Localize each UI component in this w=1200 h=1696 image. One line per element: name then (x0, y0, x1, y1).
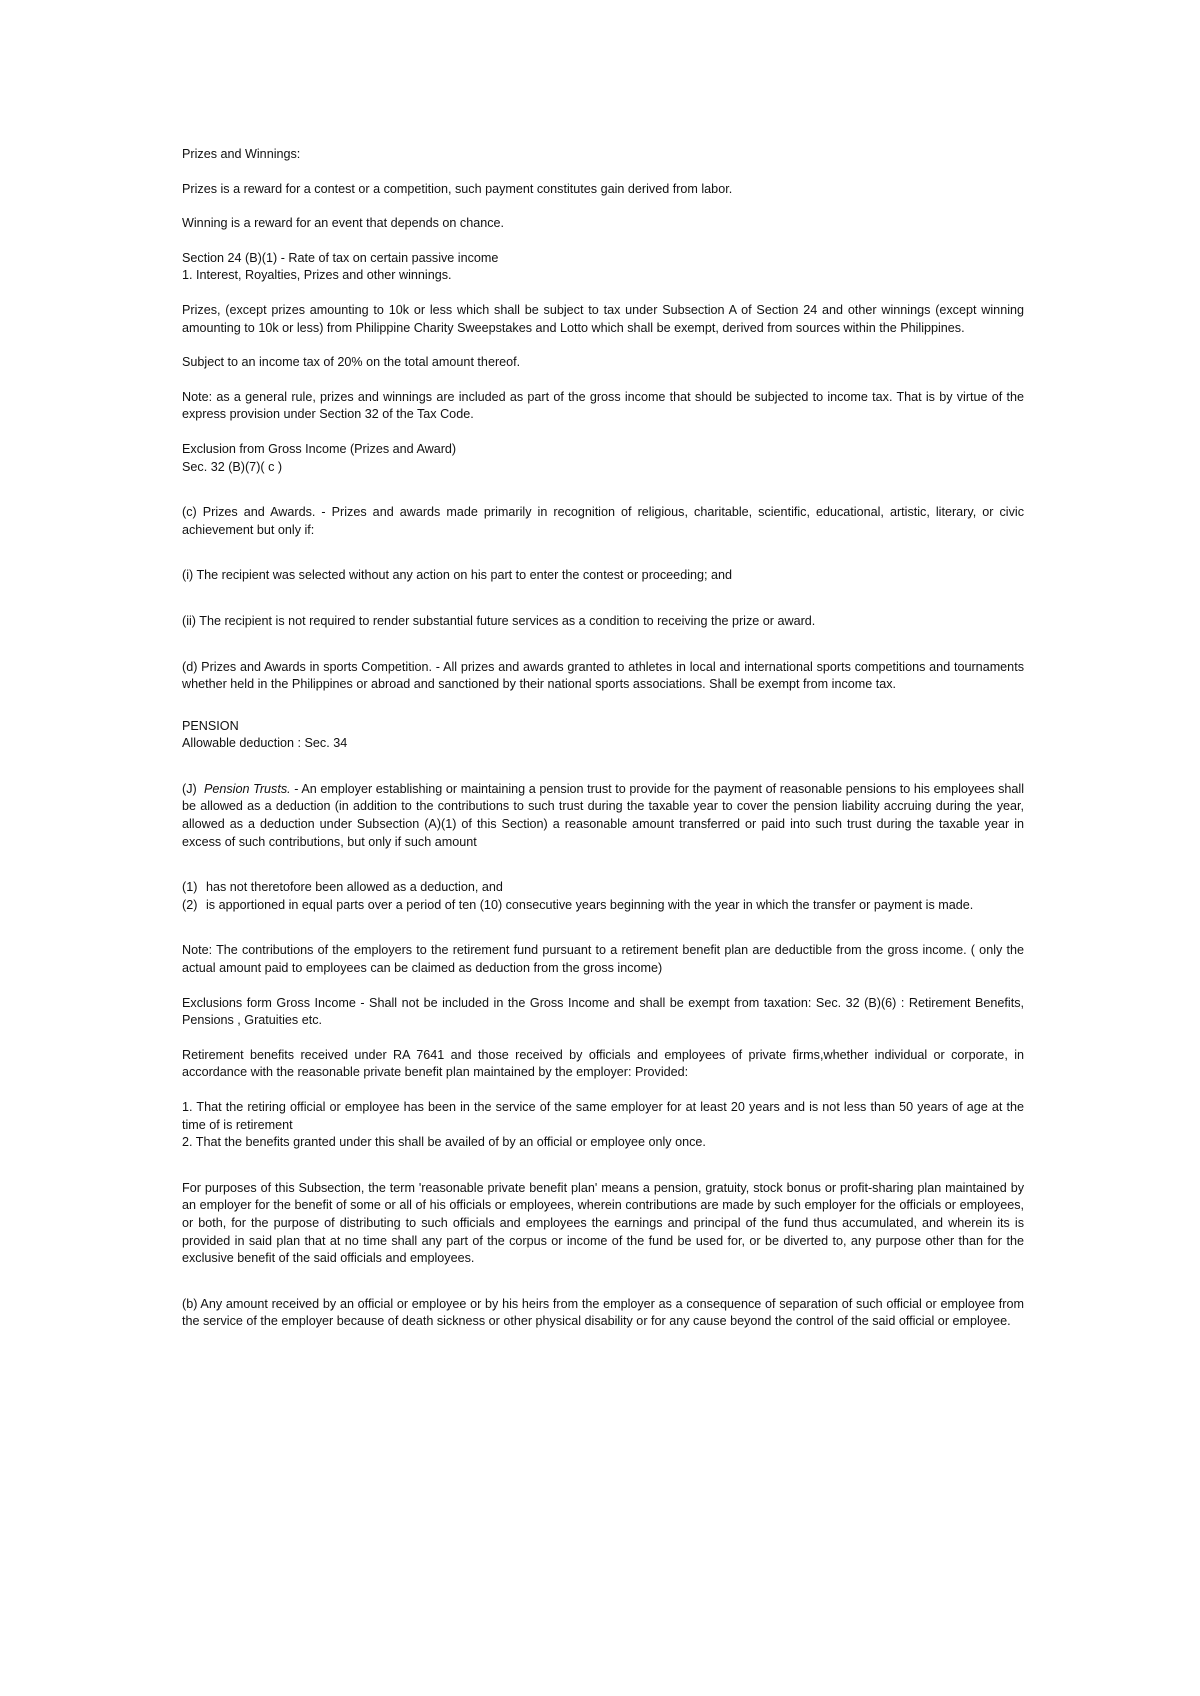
list-item-number: (1) (182, 880, 198, 895)
pension-trusts-prefix: (J) (182, 781, 204, 796)
section-24-item: 1. Interest, Royalties, Prizes and other winnings. (182, 268, 452, 283)
exclusion-block (182, 441, 1024, 476)
condition-i-paragraph: (i) The recipient was selected without any action on his part to enter the contest or proceeding; and (182, 568, 733, 583)
list-item: 2. That the benefits granted under this shall be availed of by an official or employee only once. (182, 1135, 706, 1150)
winning-definition: Winning is a reward for an event that depends on chance. (182, 216, 505, 231)
pension-trusts-paragraph (182, 781, 1024, 851)
list-item (182, 897, 1024, 915)
pension-trusts-body: - An employer establishing or maintaining a pension trust to provide for the payment of reasonable pensions to his employees shall be allowed as a deduction (in addition to the contributions to such trust during the taxable year to cover the pension liability accruing during the year, allowed as a deduction under Subsection (A)(1) of this Section) a reasonable amount transferred or paid into such trust during the taxable year in excess of such contributions, but only if such amount (182, 781, 1025, 849)
exclusion-title: Exclusion from Gross Income (Prizes and Award) (182, 441, 457, 456)
list-item-text: is apportioned in equal parts over a period of ten (10) consecutive years beginning with the year in which the transfer or payment is made. (206, 897, 974, 912)
document-page (182, 146, 1024, 1331)
pension-deduction: Allowable deduction : Sec. 34 (182, 736, 348, 751)
employer-contributions-note: Note: The contributions of the employers to the retirement fund pursuant to a retirement benefit plan are deductible from the gross income. ( only the actual amount paid to employees can be claimed as deduction from the gross income) (182, 943, 1024, 976)
provisos-list (182, 1099, 1024, 1152)
prizes-definition: Prizes is a reward for a contest or a competition, such payment constitutes gain derived from labor. (182, 181, 733, 196)
list-item: 1. That the retiring official or employee has been in the service of the same employer for at least 20 years and is not less than 50 years of age at the time of is retirement (182, 1100, 1024, 1132)
sports-prizes-paragraph: (d) Prizes and Awards in sports Competition. - All prizes and awards granted to athletes in local and international sports competitions and tournaments whether held in the Philippines or abroad and sanctioned by their national sports associations. Shall be exempt from income tax. (182, 659, 1024, 692)
pension-title: PENSION (182, 718, 239, 733)
list-item-number: (2) (182, 897, 198, 912)
list-item (182, 879, 1024, 897)
section-24-block (182, 250, 1024, 285)
prizes-awards-paragraph: (c) Prizes and Awards. - Prizes and awards made primarily in recognition of religious, charitable, scientific, educational, artistic, literary, or civic achievement but only if: (182, 505, 1024, 537)
separation-paragraph: (b) Any amount received by an official or employee or by his heirs from the employer as a consequence of separation of such official or employee from the service of the employer because of death sickness or other physical disability or for any cause beyond the control of the said official or employee. (182, 1296, 1024, 1329)
condition-ii-paragraph: (ii) The recipient is not required to render substantial future services as a condition to receiving the prize or award. (182, 613, 816, 628)
benefit-plan-definition: For purposes of this Subsection, the term 'reasonable private benefit plan' means a pension, gratuity, stock bonus or profit-sharing plan maintained by an employer for the benefit of some or all of his officials or employees, wherein contributions are made by such employer for the officials or employees, or both, for the purpose of distributing to such officials and employees the earnings and principal of the fund thus accumulated, and wherein its is provided in said plan that at no time shall any part of the corpus or income of the fund be used for, or be diverted to, any purpose other than for the exclusive benefit of the said officials and employees. (182, 1180, 1024, 1266)
section-24-title: Section 24 (B)(1) - Rate of tax on certain passive income (182, 250, 499, 265)
subject-tax-text: Subject to an income tax of 20% on the total amount thereof. (182, 355, 521, 370)
pension-block (182, 718, 1024, 753)
prizes-paragraph: Prizes, (except prizes amounting to 10k or less which shall be subject to tax under Subsection A of Section 24 and other winnings (except winning amounting to 10k or less) from Philippine Charity Sweepstakes and Lotto which shall be exempt, derived from sources within the Philippines. (182, 302, 1024, 335)
note-paragraph: Note: as a general rule, prizes and winnings are included as part of the gross income that should be subjected to income tax. That is by virtue of the express provision under Section 32 of the Tax Code. (182, 389, 1024, 422)
retirement-benefits-paragraph: Retirement benefits received under RA 7641 and those received by officials and employees of private firms,whether individual or corporate, in accordance with the reasonable private benefit plan maintained by the employer: Provided: (182, 1047, 1024, 1080)
pension-trusts-term: Pension Trusts. (203, 781, 291, 796)
conditions-list (182, 879, 1024, 914)
exclusions-paragraph: Exclusions form Gross Income - Shall not be included in the Gross Income and shall be exempt from taxation: Sec. 32 (B)(6) : Retirement Benefits, Pensions , Gratuities etc. (182, 995, 1024, 1028)
exclusion-ref: Sec. 32 (B)(7)( c ) (182, 459, 283, 474)
list-item-text: has not theretofore been allowed as a deduction, and (206, 880, 503, 895)
section-heading: Prizes and Winnings: (182, 147, 301, 161)
